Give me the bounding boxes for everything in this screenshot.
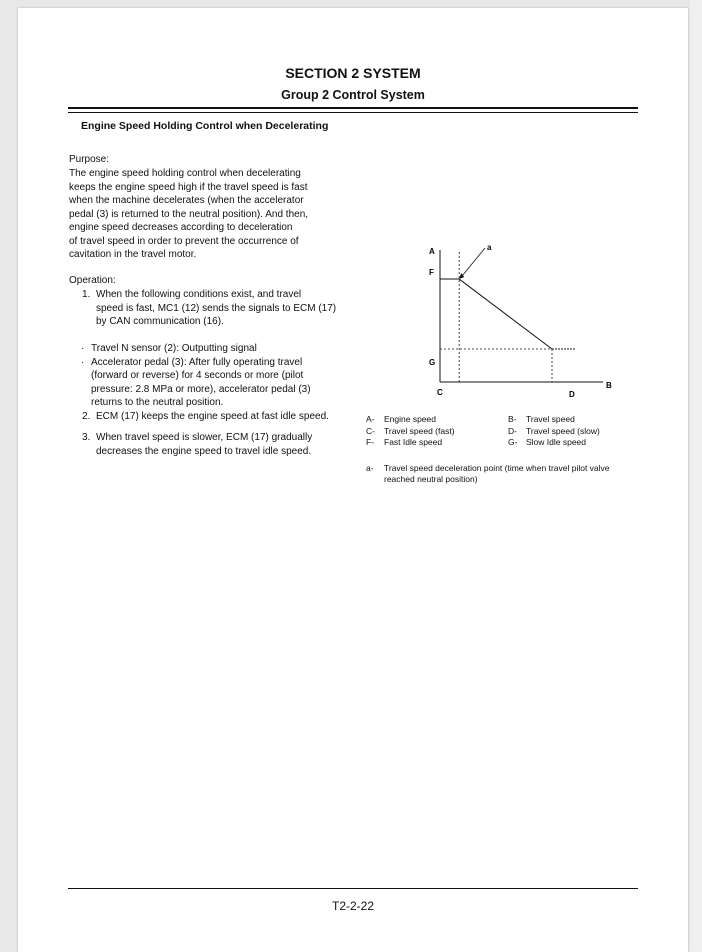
operation-step-3 (69, 431, 359, 458)
callout-arrow-line (461, 248, 485, 277)
purpose-line: engine speed decreases according to deceleration (69, 222, 293, 233)
tick-label-C: C (437, 388, 443, 397)
legend-text: Travel speed (526, 414, 575, 424)
chart-note (366, 463, 626, 485)
footer-rule (68, 888, 638, 889)
step-line: When the following conditions exist, and travel (96, 289, 302, 300)
step-number: 3. (82, 432, 91, 443)
bullet-mark: · (81, 343, 85, 354)
legend-key: F- (366, 437, 375, 447)
condition-line: returns to the neutral position. (91, 397, 224, 408)
legend-item (366, 414, 455, 426)
operation-step-2 (69, 410, 359, 424)
document-page (18, 8, 688, 952)
condition-line: (forward or reverse) for 4 seconds or more (pilot (91, 370, 304, 381)
scrollbar-track[interactable] (690, 0, 702, 952)
topic-heading: Engine Speed Holding Control when Decelerating (81, 120, 329, 132)
purpose-line: The engine speed holding control when decelerating (69, 168, 301, 179)
legend-key: B- (508, 414, 517, 424)
header-rule-thin (68, 112, 638, 113)
legend-item (508, 426, 600, 438)
tick-label-G: G (429, 358, 436, 367)
section-title: SECTION 2 SYSTEM (285, 65, 421, 81)
purpose-text (69, 167, 344, 262)
purpose-line: when the machine decelerates (when the accelerator (69, 195, 304, 206)
legend-text: Fast Idle speed (384, 437, 443, 447)
condition-item (69, 342, 359, 356)
purpose-line: cavitation in the travel motor. (69, 249, 197, 260)
bullet-mark: · (81, 356, 85, 368)
legend-text: Travel speed (fast) (384, 425, 455, 436)
purpose-line: of travel speed in order to prevent the occurrence of (69, 235, 299, 247)
legend-item (508, 437, 600, 449)
legend-left (366, 414, 455, 449)
callout-label-a: a (487, 243, 492, 252)
legend-key: A- (366, 414, 375, 424)
legend-right (508, 414, 600, 449)
operation-label: Operation: (69, 275, 116, 286)
purpose-line: pedal (3) is returned to the neutral position). And then, (69, 208, 309, 220)
legend-key: G- (508, 437, 518, 447)
condition-line: Accelerator pedal (3): After fully operating travel (91, 356, 303, 368)
condition-list (69, 342, 359, 410)
step-line: by CAN communication (16). (96, 316, 224, 327)
legend-item (508, 414, 600, 426)
header-rule-thick (68, 107, 638, 109)
purpose-label: Purpose: (69, 154, 110, 165)
step-line: When travel speed is slower, ECM (17) gradually (96, 432, 313, 443)
purpose-line: keeps the engine speed high if the travel speed is fast (69, 181, 308, 193)
note-key: a- (366, 463, 374, 473)
tick-label-F: F (429, 268, 434, 277)
legend-item (366, 437, 455, 449)
note-text: Travel speed deceleration point (time when travel pilot valve reached neutral position) (384, 463, 610, 484)
axis-label-B: B (606, 381, 612, 390)
legend-text: Engine speed (384, 414, 436, 424)
tick-label-D: D (569, 390, 575, 399)
operation-step-1 (69, 288, 359, 329)
legend-text: Slow Idle speed (526, 437, 587, 447)
chart-marks (440, 248, 576, 382)
engine-speed-chart (403, 240, 613, 400)
page-number: T2-2-22 (331, 899, 375, 913)
legend-key: D- (508, 425, 517, 436)
legend-key: C- (366, 425, 375, 436)
engine-speed-line-segment (459, 279, 552, 349)
condition-line: pressure: 2.8 MPa or more), accelerator pedal (3) (91, 383, 311, 395)
step-line: speed is fast, MC1 (12) sends the signals to ECM (17) (96, 302, 337, 314)
axis-label-A: A (429, 247, 435, 256)
legend-text: Travel speed (slow) (526, 425, 600, 436)
group-title: Group 2 Control System (281, 88, 425, 102)
step-number: 1. (82, 289, 91, 300)
step-line: decreases the engine speed to travel idle speed. (96, 445, 312, 457)
legend-item (366, 426, 455, 438)
step-number: 2. (82, 411, 91, 422)
condition-item (69, 356, 359, 410)
step-line: ECM (17) keeps the engine speed at fast idle speed. (96, 411, 329, 422)
condition-line: Travel N sensor (2): Outputting signal (91, 343, 257, 354)
